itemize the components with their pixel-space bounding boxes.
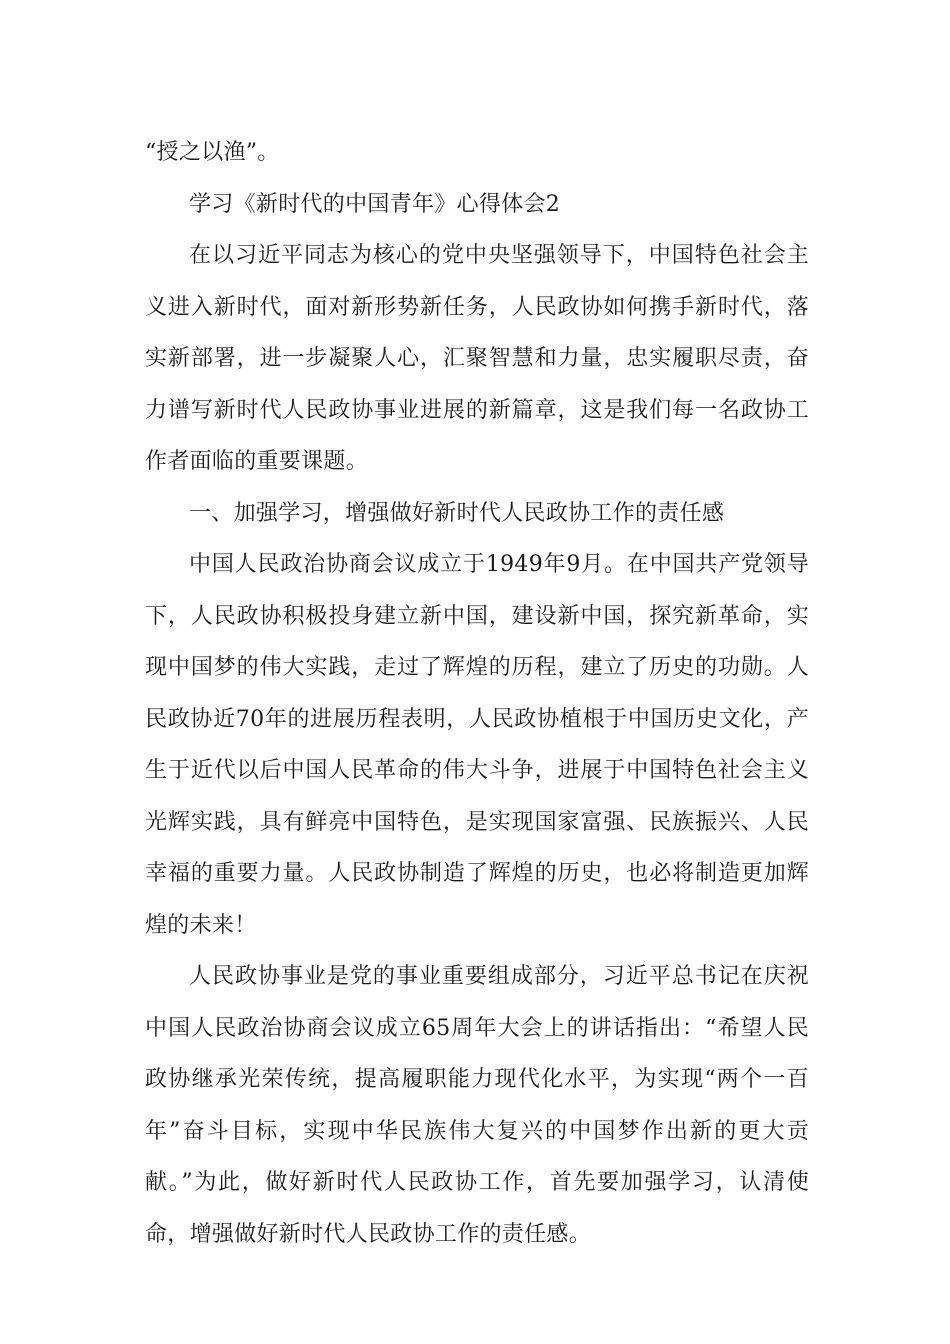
section-heading-one: 一、加强学习，增强做好新时代人民政协工作的责任感: [189, 500, 725, 526]
paragraph-continuation: “授之以渔”。: [145, 140, 280, 165]
document-body: [145, 127, 809, 1260]
paragraph-history: 中国人民政治协商会议成立于1949年9月。在中国共产党领导下，人民政协积极投身建立新中国，建设新中国，探究新革命，实现中国梦的伟大实践，走过了辉煌的历程，建立了历史的功勋。人民政协近70年的进展历程表明，人民政协植根于中国历史文化，产生于近代以后中国人民革命的伟大斗争，进展于中国特色社会主义光辉实践，具有鲜亮中国特色，是实现国家富强、民族振兴、人民幸福的重要力量。人民政协制造了辉煌的历史，也必将制造更加辉煌的未来！: [145, 552, 809, 938]
section-title: 学习《新时代的中国青年》心得体会2: [189, 191, 561, 217]
paragraph-intro: 在以习近平同志为核心的党中央坚强领导下，中国特色社会主义进入新时代，面对新形势新任务，人民政协如何携手新时代，落实新部署，进一步凝聚人心，汇聚智慧和力量，忠实履职尽责，奋力谱写新时代人民政协事业进展的新篇章，这是我们每一名政协工作者面临的重要课题。: [145, 243, 809, 474]
paragraph-speech: 人民政协事业是党的事业重要组成部分，习近平总书记在庆祝中国人民政治协商会议成立65周年大会上的讲话指出：“希望人民政协继承光荣传统，提高履职能力现代化水平，为实现“两个一百年”奋斗目标，实现中华民族伟大复兴的中国梦作出新的更大贡献。”为此，做好新时代人民政协工作，首先要加强学习，认清使命，增强做好新时代人民政协工作的责任感。: [145, 964, 809, 1247]
